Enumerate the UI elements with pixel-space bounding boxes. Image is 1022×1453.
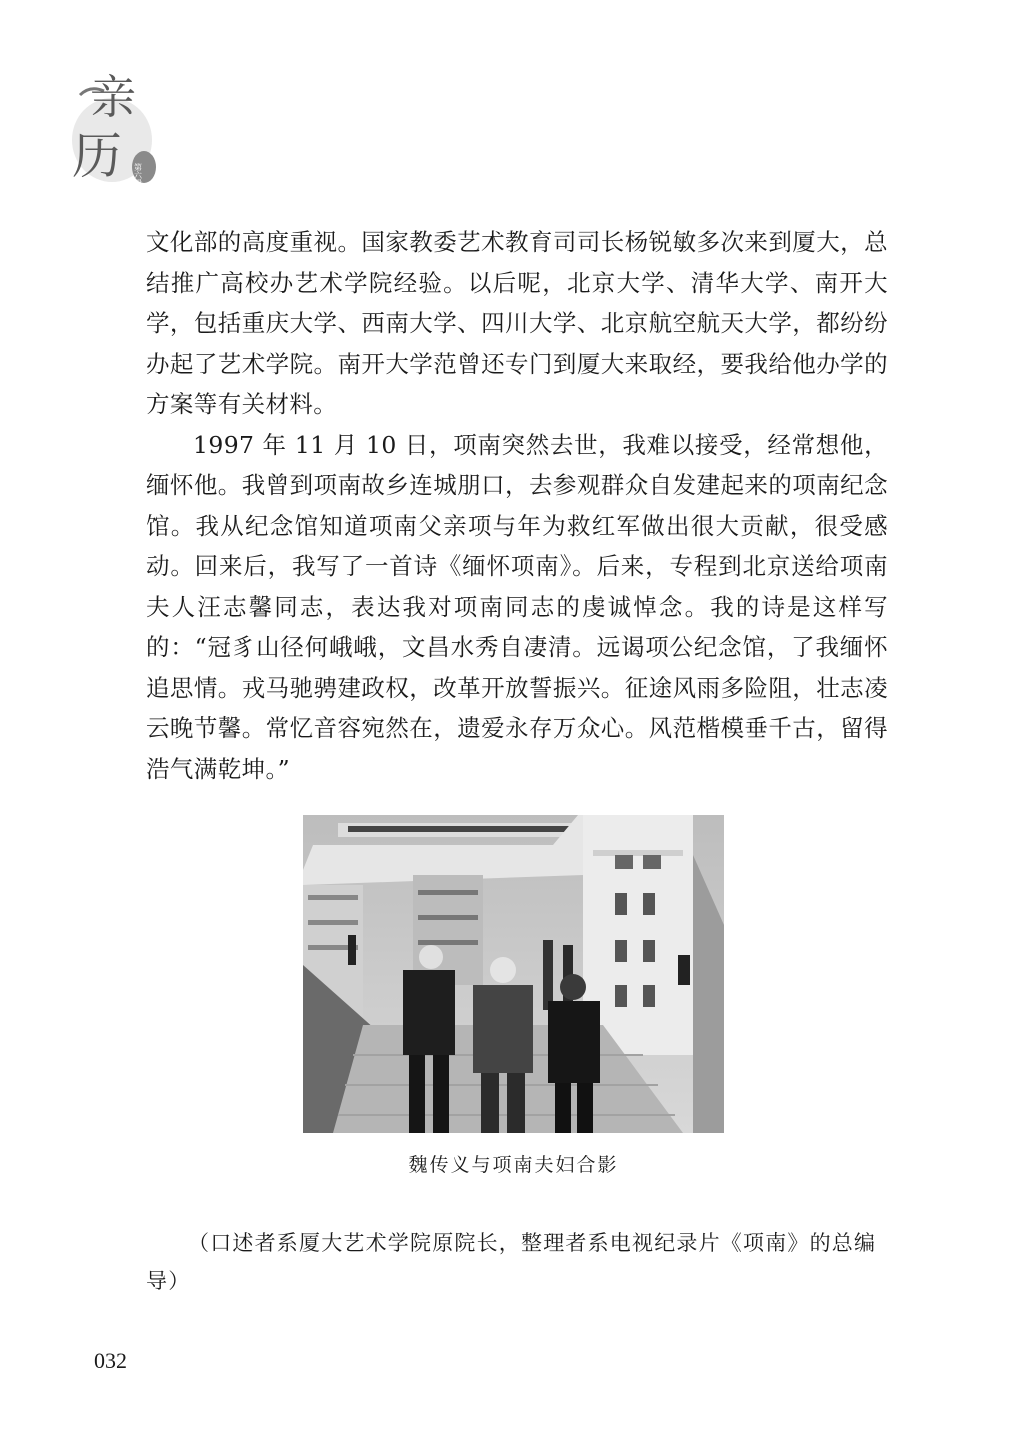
logo-char-1: 亲 (90, 70, 136, 124)
author-note (146, 1224, 888, 1300)
book-series-logo (70, 55, 160, 185)
photo (303, 815, 724, 1133)
photo-caption: 魏传义与项南夫妇合影 (408, 1154, 619, 1176)
body-text (146, 222, 888, 789)
logo-badge: 第六辑 (133, 163, 143, 185)
page-number: 032 (94, 1348, 127, 1373)
paragraph-2: 1997 年 11 月 10 日，项南突然去世，我难以接受，经常想他，缅怀他。我曾到项南故乡连城朋口，去参观群众自发建起来的项南纪念馆。我从纪念馆知道项南父亲项与年为救红军做出很大贡献，很受感动。回来后，我写了一首诗《缅怀项南》。后来，专程到北京送给项南夫人汪志馨同志，表达我对项南同志的虔诚悼念。我的诗是这样写的：“冠豸山径何峨峨，文昌水秀自凄清。远谒项公纪念馆，了我缅怀追思情。戎马驰骋建政权，改革开放誓振兴。征途风雨多险阻，壮志凌云晚节馨。常忆音容宛然在，遗爱永存万众心。风范楷模垂千古，留得浩气满乾坤。” (146, 430, 888, 783)
logo-graphic (70, 55, 160, 185)
author-note-text: （口述者系厦大艺术学院原院长，整理者系电视纪录片《项南》的总编导） (146, 1231, 877, 1293)
photo-illustration (303, 815, 724, 1133)
paragraph-1: 文化部的高度重视。国家教委艺术教育司司长杨锐敏多次来到厦大，总结推广高校办艺术学院经验。以后呢，北京大学、清华大学、南开大学，包括重庆大学、西南大学、四川大学、北京航空航天大学，都纷纷办起了艺术学院。南开大学范曾还专门到厦大来取经，要我给他办学的方案等有关材料。 (146, 228, 888, 418)
logo-char-2: 历 (72, 127, 122, 185)
